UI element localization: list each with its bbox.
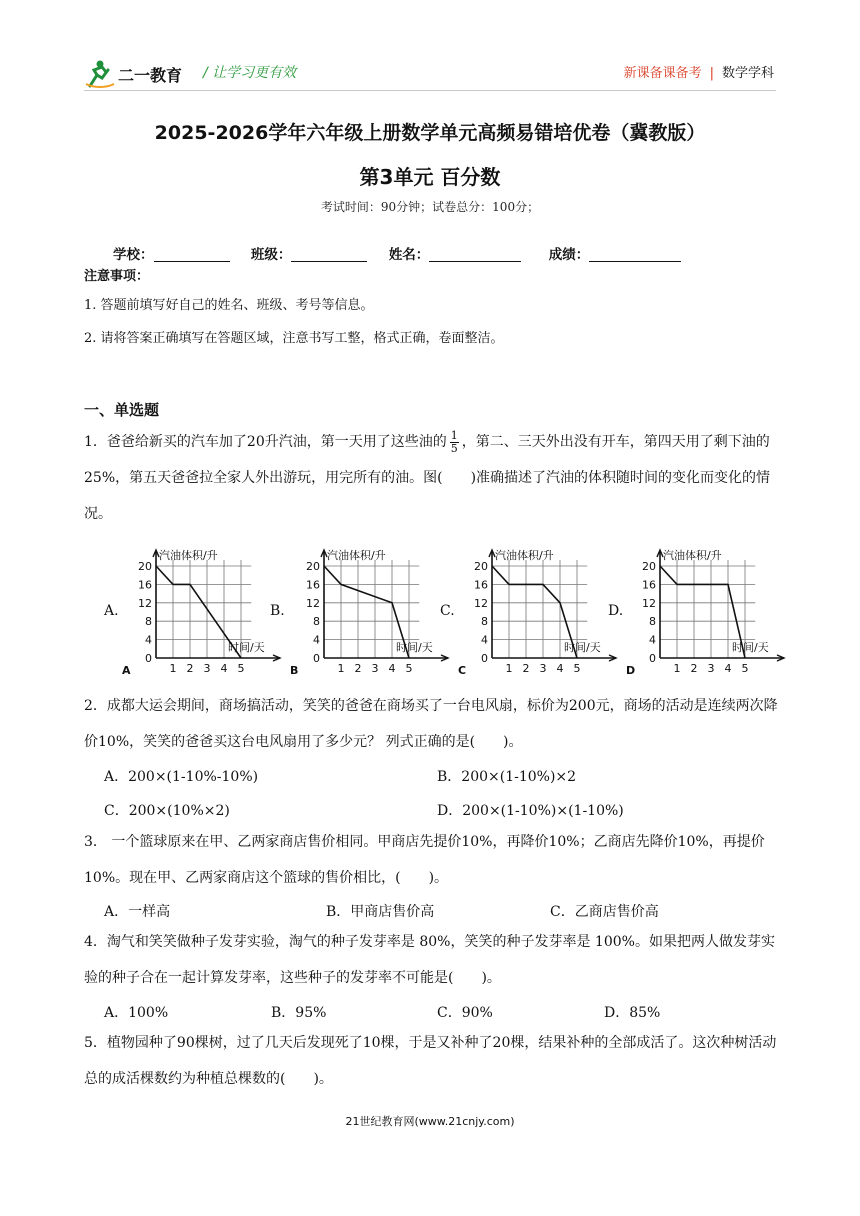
x-tick-label: 4 (556, 662, 564, 675)
x-tick-label: 1 (169, 662, 177, 675)
q4-option-c[interactable]: C．90% (437, 1005, 493, 1021)
question-2: 2．成都大运会期间，商场搞活动，笑笑的爸爸在商场买了一台电风扇，标价为200元，商场的活动是连续两次降价10%，笑笑的爸爸买这台电风扇用了多少元？ 列式正确的是( )。 (84, 698, 778, 750)
option-d-label[interactable]: D. (608, 603, 624, 619)
x-axis-title: 时间/天 (732, 641, 769, 654)
y-tick-label: 20 (474, 560, 488, 573)
y-tick-label: 16 (306, 578, 320, 592)
fraction (450, 430, 459, 454)
x-tick-label: 1 (505, 662, 513, 675)
question-1 (84, 424, 784, 532)
score-field[interactable] (589, 247, 681, 262)
option-c-label[interactable]: C. (440, 603, 455, 619)
section-heading: 一、单选题 (84, 401, 160, 419)
y-axis-title: 汽油体积/升 (327, 549, 386, 562)
y-tick-label: 4 (313, 633, 320, 647)
page-subtitle: 第3单元 百分数 (359, 165, 501, 189)
chart-d (624, 546, 789, 676)
x-axis-title: 时间/天 (564, 641, 601, 654)
header-slogan: / 让学习更有效 (203, 65, 297, 81)
school-field[interactable] (154, 247, 230, 262)
x-tick-label: 2 (522, 662, 530, 675)
x-tick-label: 5 (741, 662, 749, 675)
y-axis-title: 汽油体积/升 (159, 549, 218, 562)
q2-option-a[interactable]: A．200×(1-10%-10%) (104, 769, 259, 785)
x-tick-label: 3 (539, 662, 547, 675)
fraction-denominator: 5 (450, 442, 458, 455)
site-logo (84, 58, 194, 90)
x-tick-label: 5 (405, 662, 413, 675)
notice-item: 2. 请将答案正确填写在答题区域，注意书写工整，格式正确，卷面整洁。 (84, 331, 504, 346)
name-label: 姓名： (388, 247, 430, 263)
y-tick-label: 16 (138, 578, 152, 592)
q3-option-a[interactable]: A．一样高 (104, 904, 171, 920)
chart-b (288, 546, 453, 676)
chart-corner-label: B (290, 664, 299, 676)
y-tick-label: 20 (138, 560, 152, 573)
x-tick-label: 3 (371, 662, 379, 675)
x-tick-label: 5 (573, 662, 581, 675)
x-axis-title: 时间/天 (396, 641, 433, 654)
y-axis-title: 汽油体积/升 (663, 549, 722, 562)
x-tick-label: 1 (337, 662, 345, 675)
q3-option-c[interactable]: C．乙商店售价高 (550, 904, 659, 920)
q4-option-b[interactable]: B．95% (271, 1005, 327, 1021)
y-tick-label: 0 (313, 652, 320, 665)
student-info-fields (113, 243, 681, 263)
logo-text: 二一教育 (118, 66, 183, 85)
page-title: 2025-2026学年六年级上册数学单元高频易错培优卷（冀教版） (154, 122, 706, 144)
score-label: 成绩： (548, 247, 590, 263)
option-a-label[interactable]: A. (104, 603, 119, 619)
exam-meta: 考试时间：90分钟；试卷总分：100分； (320, 200, 540, 214)
notice-item: 1. 答题前填写好自己的姓名、班级、考号等信息。 (84, 298, 374, 313)
y-tick-label: 4 (481, 633, 488, 647)
x-tick-label: 4 (724, 662, 732, 675)
question-5: 5．植物园种了90棵树，过了几天后发现死了10棵，于是又补种了20棵，结果补种的全部成活了。这次种树活动总的成活棵数约为种植总棵数的( )。 (84, 1035, 777, 1087)
x-tick-label: 2 (354, 662, 362, 675)
question-1-text-b: ，第二、三天外出没有开车，第四天用了剩下油的25%，第五天爸爸拉全家人外出游玩，用完所有的油。图( )准确描述了汽油的体积随时间的变化而变化的情况。 (84, 434, 771, 522)
y-tick-label: 12 (642, 596, 656, 610)
x-tick-label: 3 (707, 662, 715, 675)
y-tick-label: 0 (145, 652, 152, 665)
q4-option-d[interactable]: D．85% (604, 1005, 661, 1021)
x-tick-label: 3 (203, 662, 211, 675)
x-tick-label: 2 (690, 662, 698, 675)
y-tick-label: 16 (642, 578, 656, 592)
y-tick-label: 20 (306, 560, 320, 573)
header-divider (84, 90, 776, 91)
header-course-label: 新课备课备考 (623, 66, 702, 81)
y-tick-label: 0 (649, 652, 656, 665)
chart-c (456, 546, 624, 676)
question-3: 3． 一个篮球原来在甲、乙两家商店售价相同。甲商店先提价10%，再降价10%；乙商店先降价10%，再提价10%。现在甲、乙两家商店这个篮球的售价相比，( )。 (84, 834, 765, 886)
x-tick-label: 4 (388, 662, 396, 675)
q3-option-b[interactable]: B．甲商店售价高 (326, 904, 435, 920)
y-tick-label: 8 (481, 615, 488, 629)
option-b-label[interactable]: B. (270, 603, 285, 619)
y-tick-label: 12 (474, 596, 488, 610)
y-tick-label: 8 (313, 615, 320, 629)
q2-option-c[interactable]: C．200×(10%×2) (104, 803, 230, 819)
class-label: 班级： (250, 247, 292, 263)
y-tick-label: 4 (649, 633, 656, 647)
chart-corner-label: C (458, 664, 467, 676)
x-axis-title: 时间/天 (228, 641, 265, 654)
q2-option-d[interactable]: D．200×(1-10%)×(1-10%) (437, 803, 624, 819)
chart-corner-label: A (122, 664, 131, 676)
x-tick-label: 5 (237, 662, 245, 675)
header-right (624, 62, 774, 81)
x-tick-label: 2 (186, 662, 194, 675)
q2-option-b[interactable]: B．200×(1-10%)×2 (437, 769, 577, 785)
name-field[interactable] (429, 247, 521, 262)
question-1-text-a: 1．爸爸给新买的汽车加了20升汽油，第一天用了这些油的 (84, 434, 447, 450)
runner-icon (86, 61, 114, 88)
y-tick-label: 20 (642, 560, 656, 573)
notice-heading: 注意事项： (84, 269, 150, 284)
y-tick-label: 16 (474, 578, 488, 592)
fraction-numerator: 1 (450, 429, 458, 442)
chart-a (120, 546, 285, 676)
x-tick-label: 1 (673, 662, 681, 675)
header-subject: 数学学科 (721, 66, 774, 81)
y-tick-label: 12 (306, 596, 320, 610)
chart-corner-label: D (626, 664, 636, 676)
x-tick-label: 4 (220, 662, 228, 675)
y-tick-label: 0 (481, 652, 488, 665)
header-separator: | (709, 66, 714, 81)
school-label: 学校： (113, 247, 154, 263)
y-tick-label: 4 (145, 633, 152, 647)
y-axis-title: 汽油体积/升 (495, 549, 554, 562)
y-tick-label: 8 (649, 615, 656, 629)
y-tick-label: 12 (138, 596, 152, 610)
page-footer: 21世纪教育网(www.21cnjy.com) (345, 1115, 515, 1128)
q4-option-a[interactable]: A．100% (104, 1005, 169, 1021)
class-field[interactable] (291, 247, 367, 262)
question-4: 4．淘气和笑笑做种子发芽实验，淘气的种子发芽率是 80%，笑笑的种子发芽率是 100%。如果把两人做发芽实验的种子合在一起计算发芽率，这些种子的发芽率不可能是( )。 (84, 934, 775, 986)
y-tick-label: 8 (145, 615, 152, 629)
